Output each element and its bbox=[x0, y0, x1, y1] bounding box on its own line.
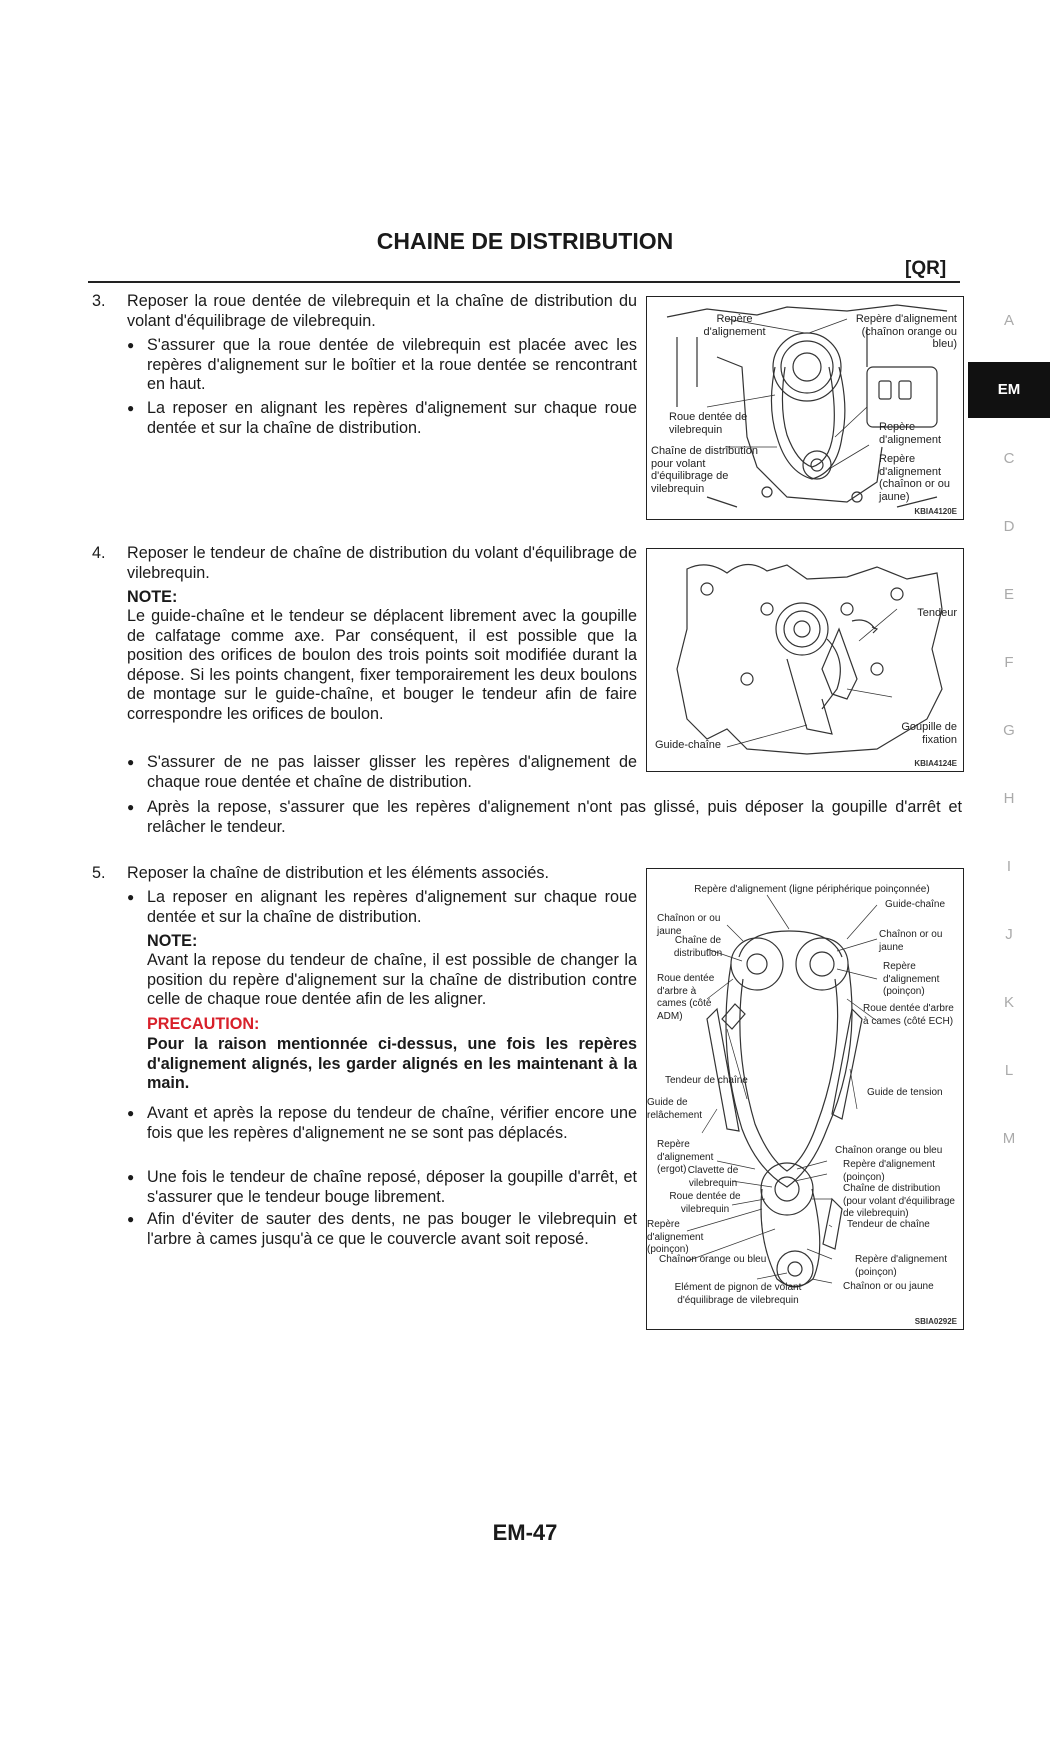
tab-a[interactable]: A bbox=[1003, 312, 1014, 329]
figure-code: SBIA0292E bbox=[914, 1317, 957, 1326]
figure-chain-tensioner bbox=[646, 548, 964, 772]
note-heading: NOTE: bbox=[147, 932, 198, 950]
figure-label: Guide de tension bbox=[867, 1087, 943, 1098]
bullet-icon: ● bbox=[127, 1212, 135, 1226]
bullet-icon: ● bbox=[127, 755, 135, 769]
figure-label: Roue dentée d'arbre à cames (côté ADM) bbox=[657, 973, 715, 1022]
tab-em[interactable]: EM bbox=[968, 362, 1050, 418]
page-number: EM-47 bbox=[492, 1520, 558, 1545]
figure-label: Chaîne de distribution (pour volant d'équilibrage de vilebrequin) bbox=[843, 1183, 955, 1219]
step-5 bbox=[92, 864, 637, 1274]
tab-f[interactable]: F bbox=[1004, 654, 1014, 671]
step-text: Reposer la chaîne de distribution et les éléments associés. bbox=[127, 864, 550, 882]
bullet-icon: ● bbox=[127, 1106, 135, 1120]
figure-label: Repère d'alignement (chaînon orange ou bleu) bbox=[855, 313, 957, 350]
figure-label: Roue dentée de vilebrequin bbox=[669, 411, 748, 436]
figure-code: KBIA4120E bbox=[914, 507, 957, 516]
bullet-icon: ● bbox=[127, 800, 135, 814]
bullet-item: ● Afin d'éviter de sauter des dents, ne pas bouger le vilebrequin et l'arbre à cames jusqu'à ce que le couvercle avant soit reposé. bbox=[127, 1210, 637, 1248]
bullet-item: ● Après la repose, s'assurer que les repères d'alignement n'ont pas glissé, puis déposer la goupille d'arrêt et relâcher le tendeur. bbox=[127, 798, 962, 836]
figure-label: Repère d'alignement bbox=[703, 313, 766, 338]
note-heading: NOTE: bbox=[127, 588, 178, 606]
step-3 bbox=[92, 292, 637, 452]
step-number: 4. bbox=[92, 544, 106, 562]
tab-j[interactable]: J bbox=[1005, 926, 1013, 943]
figure-label: Elément de pignon de volant d'équilibrage de vilebrequin bbox=[674, 1282, 802, 1306]
figure-label: Repère d'alignement (ergot) bbox=[657, 1139, 714, 1175]
bullet-item: ● S'assurer de ne pas laisser glisser les repères d'alignement de chaque roue dentée et chaîne de distribution. bbox=[127, 753, 637, 791]
figure-label: Repère d'alignement (ligne périphérique poinçonnée) bbox=[694, 884, 930, 895]
bullet-item: ● La reposer en alignant les repères d'alignement sur chaque roue dentée et sur la chaîne de distribution. bbox=[127, 888, 637, 926]
step-4 bbox=[92, 544, 637, 834]
figure-label: Guide de relâchement bbox=[647, 1097, 703, 1121]
figure-timing-chain-assembly bbox=[646, 868, 964, 1330]
bullet-item: ● La reposer en alignant les repères d'alignement sur chaque roue dentée et sur la chaîne de distribution. bbox=[127, 399, 637, 437]
figure-label: Repère d'alignement (chaînon or ou jaune) bbox=[879, 453, 950, 503]
figure-label: Repère d'alignement (poinçon) bbox=[883, 961, 940, 997]
header-rule bbox=[88, 281, 960, 283]
bullet-item: ● Une fois le tendeur de chaîne reposé, déposer la goupille d'arrêt, et s'assurer que le tendeur bouge librement. bbox=[127, 1168, 637, 1206]
caution-heading: PRECAUTION: bbox=[147, 1015, 260, 1033]
figure-label: Roue dentée d'arbre à cames (côté ECH) bbox=[863, 1003, 954, 1027]
figure-label: Chaînon or ou jaune bbox=[843, 1281, 934, 1292]
figure-label: Tendeur de chaîne bbox=[665, 1075, 748, 1086]
bullet-icon: ● bbox=[127, 890, 135, 904]
figure-label: Chaînon orange ou bleu bbox=[659, 1254, 767, 1265]
figure-label: Guide-chaîne bbox=[885, 899, 946, 910]
tab-c[interactable]: C bbox=[1003, 450, 1015, 467]
note-text: Avant la repose du tendeur de chaîne, il est possible de changer la position du repère d'alignement sur la chaîne de distribution contre celle de chaque roue dentée afin de les aligner. bbox=[147, 951, 637, 1009]
tab-l[interactable]: L bbox=[1004, 1062, 1014, 1079]
figure-label: Repère d'alignement bbox=[879, 421, 942, 446]
step-number: 3. bbox=[92, 292, 106, 310]
figure-label: Guide-chaîne bbox=[655, 739, 722, 751]
bullet-icon: ● bbox=[127, 338, 135, 352]
step-number: 5. bbox=[92, 864, 106, 882]
figure-code: KBIA4124E bbox=[914, 759, 957, 768]
step-text: Reposer le tendeur de chaîne de distribution du volant d'équilibrage de vilebrequin. bbox=[127, 544, 637, 582]
bullet-icon: ● bbox=[127, 401, 135, 415]
figure-label: Goupille de fixation bbox=[901, 721, 957, 746]
tab-m[interactable]: M bbox=[1002, 1130, 1016, 1147]
bullet-item: ● Avant et après la repose du tendeur de chaîne, vérifier encore une fois que les repères d'alignement ne se sont pas déplacés. bbox=[127, 1104, 637, 1142]
tab-h[interactable]: H bbox=[1003, 790, 1015, 807]
figure-label: Repère d'alignement (poinçon) bbox=[647, 1219, 704, 1255]
figure-label: Repère d'alignement (poinçon) bbox=[843, 1159, 935, 1183]
figure-label: Clavette de vilebrequin bbox=[687, 1165, 739, 1189]
figure-label: Chaînon or ou jaune bbox=[879, 929, 943, 953]
figure-label: Repère d'alignement (poinçon) bbox=[855, 1254, 947, 1278]
figure-label: Tendeur bbox=[917, 607, 957, 619]
tab-g[interactable]: G bbox=[1003, 722, 1015, 739]
bullet-icon: ● bbox=[127, 1170, 135, 1184]
page-title: CHAINE DE DISTRIBUTION bbox=[376, 228, 674, 254]
tab-k[interactable]: K bbox=[1003, 994, 1014, 1011]
tab-i[interactable]: I bbox=[1006, 858, 1012, 875]
step-text: Reposer la roue dentée de vilebrequin et la chaîne de distribution du volant d'équilibrage de vilebrequin. bbox=[127, 292, 637, 330]
bullet-item: ● S'assurer que la roue dentée de vilebrequin est placée avec les repères d'alignement sur le boîtier et la roue dentée se rencontrant en haut. bbox=[127, 336, 637, 394]
tab-e[interactable]: E bbox=[1003, 586, 1014, 603]
figure-label: Roue dentée de vilebrequin bbox=[669, 1191, 741, 1215]
figure-crankshaft-sprocket bbox=[646, 296, 964, 520]
caution-text: Pour la raison mentionnée ci-dessus, une fois les repères d'alignement alignés, les garder alignés en les maintenant à la main. bbox=[147, 1035, 637, 1093]
figure-label: Chaînon or ou jaune bbox=[657, 913, 721, 937]
figure-label: Chaîne de distribution bbox=[673, 935, 723, 959]
figure-label: Chaîne de distribution pour volant d'équilibrage de vilebrequin bbox=[651, 445, 759, 495]
figure-label: Chaînon orange ou bleu bbox=[835, 1145, 943, 1156]
tab-d[interactable]: D bbox=[1003, 518, 1015, 535]
model-code: [QR] bbox=[905, 258, 947, 279]
figure-label: Tendeur de chaîne bbox=[847, 1219, 930, 1230]
note-text: Le guide-chaîne et le tendeur se déplacent librement avec la goupille de calfatage comme axe. Par conséquent, il est possible que la position des orifices de boulon des trois points soit modifiée durant la dépose. Si les points changent, fixer temporairement les deux boulons de montage sur le guide-chaîne, et bouger le tendeur afin de faire correspondre les orifices de boulon. bbox=[127, 607, 637, 723]
